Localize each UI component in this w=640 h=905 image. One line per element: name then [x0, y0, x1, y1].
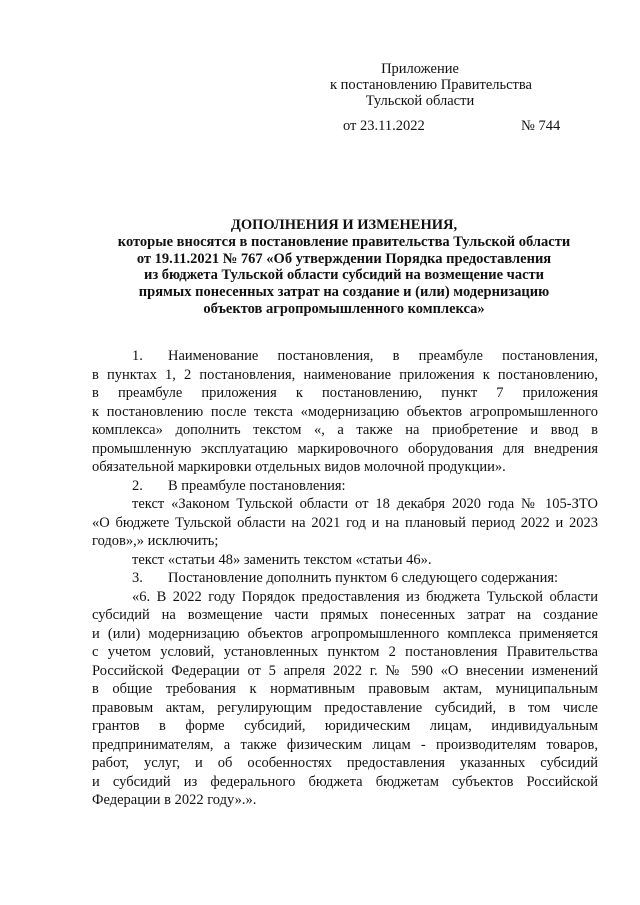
paragraph-line: правовым актам, регулирующим предоставление субсидий, в том числе — [92, 699, 598, 716]
heading-line: от 19.11.2021 № 767 «Об утверждении Порядка предоставления — [136, 250, 552, 267]
heading-line: которые вносятся в постановление правительства Тульской области — [117, 233, 571, 250]
paragraph-line: текст «статьи 48» заменить текстом «статьи 46». — [132, 551, 432, 568]
document-body — [92, 347, 598, 810]
paragraph-line: обязательной маркировки отдельных видов молочной продукции». — [92, 459, 506, 475]
paragraph-line: «6. В 2022 году Порядок предоставления из бюджета Тульской области — [132, 588, 598, 605]
paragraph-text: Постановление дополнить пунктом 6 следующего содержания: — [168, 570, 559, 586]
paragraph-text: В преамбуле постановления: — [168, 477, 346, 494]
paragraph-line: Федерации в 2022 году».». — [92, 792, 257, 808]
paragraph-line: «О бюджете Тульской области на 2021 год и на плановый период 2022 и 2023 — [92, 514, 598, 531]
document-date: от 23.11.2022 — [343, 118, 425, 134]
paragraph-line: грантов в форме субсидий, юридическим лицам, индивидуальным — [92, 718, 598, 734]
paragraph-line: к постановлению после текста «модернизацию объектов агропромышленного — [92, 403, 598, 420]
paragraph-line: предпринимателям, а также физическим лицам - производителям товаров, — [92, 736, 598, 753]
heading-line: из бюджета Тульской области субсидий на возмещение части — [143, 267, 545, 284]
heading-line: объектов агропромышленного комплекса» — [203, 300, 485, 317]
paragraph-line: в общие требования к нормативным правовым актам, муниципальным — [92, 681, 598, 697]
paragraph-line: работ, услуг, и об особенностях предоставления указанных субсидий — [92, 755, 598, 771]
paragraph-line: промышленную эксплуатацию маркировочного оборудования для внедрения — [92, 440, 598, 457]
paragraph-1-number: 1. — [132, 348, 143, 364]
paragraph-line: и (или) модернизацию объектов агропромышленного комплекса применяется — [92, 625, 598, 642]
document-number: № 744 — [521, 118, 561, 134]
paragraph-3-first-line — [92, 569, 598, 588]
appendix-line: Тульской области — [365, 93, 475, 109]
appendix-block — [330, 61, 532, 109]
paragraph-line: в пунктах 1, 2 постановления, наименование приложения к постановлению, — [92, 366, 598, 383]
paragraph-line: Российской Федерации от 5 апреля 2022 г. № 590 «О внесении изменений — [92, 662, 598, 679]
appendix-line: Приложение — [381, 61, 459, 77]
document-heading — [92, 217, 596, 318]
heading-line: прямых понесенных затрат на создание и (или) модернизацию — [138, 284, 550, 301]
paragraph-1-first-line — [92, 347, 598, 366]
paragraph-line: субсидий на возмещение части прямых понесенных затрат на создание — [92, 607, 598, 623]
heading-title: ДОПОЛНЕНИЯ И ИЗМЕНЕНИЯ, — [230, 217, 458, 233]
paragraph-line: годов»,» исключить; — [92, 533, 219, 549]
appendix-line: к постановлению Правительства — [330, 77, 532, 93]
paragraph-line: комплекса» дополнить текстом «, а также на приобретение и ввод в — [92, 422, 598, 438]
paragraph-3-number: 3. — [132, 570, 143, 586]
paragraph-line: текст «Законом Тульской области от 18 декабря 2020 года № 105-ЗТО — [132, 496, 598, 512]
paragraph-2-first-line — [92, 477, 598, 496]
paragraph-line: и субсидий из федерального бюджета бюджетам субъектов Российской — [92, 773, 598, 790]
paragraph-line: с учетом условий, установленных пунктом 2 постановления Правительства — [92, 644, 598, 660]
paragraph-2-number: 2. — [132, 477, 143, 494]
paragraph-text: Наименование постановления, в преамбуле постановления, — [168, 348, 598, 364]
paragraph-line: в преамбуле приложения к постановлению, пункт 7 приложения — [92, 385, 598, 401]
